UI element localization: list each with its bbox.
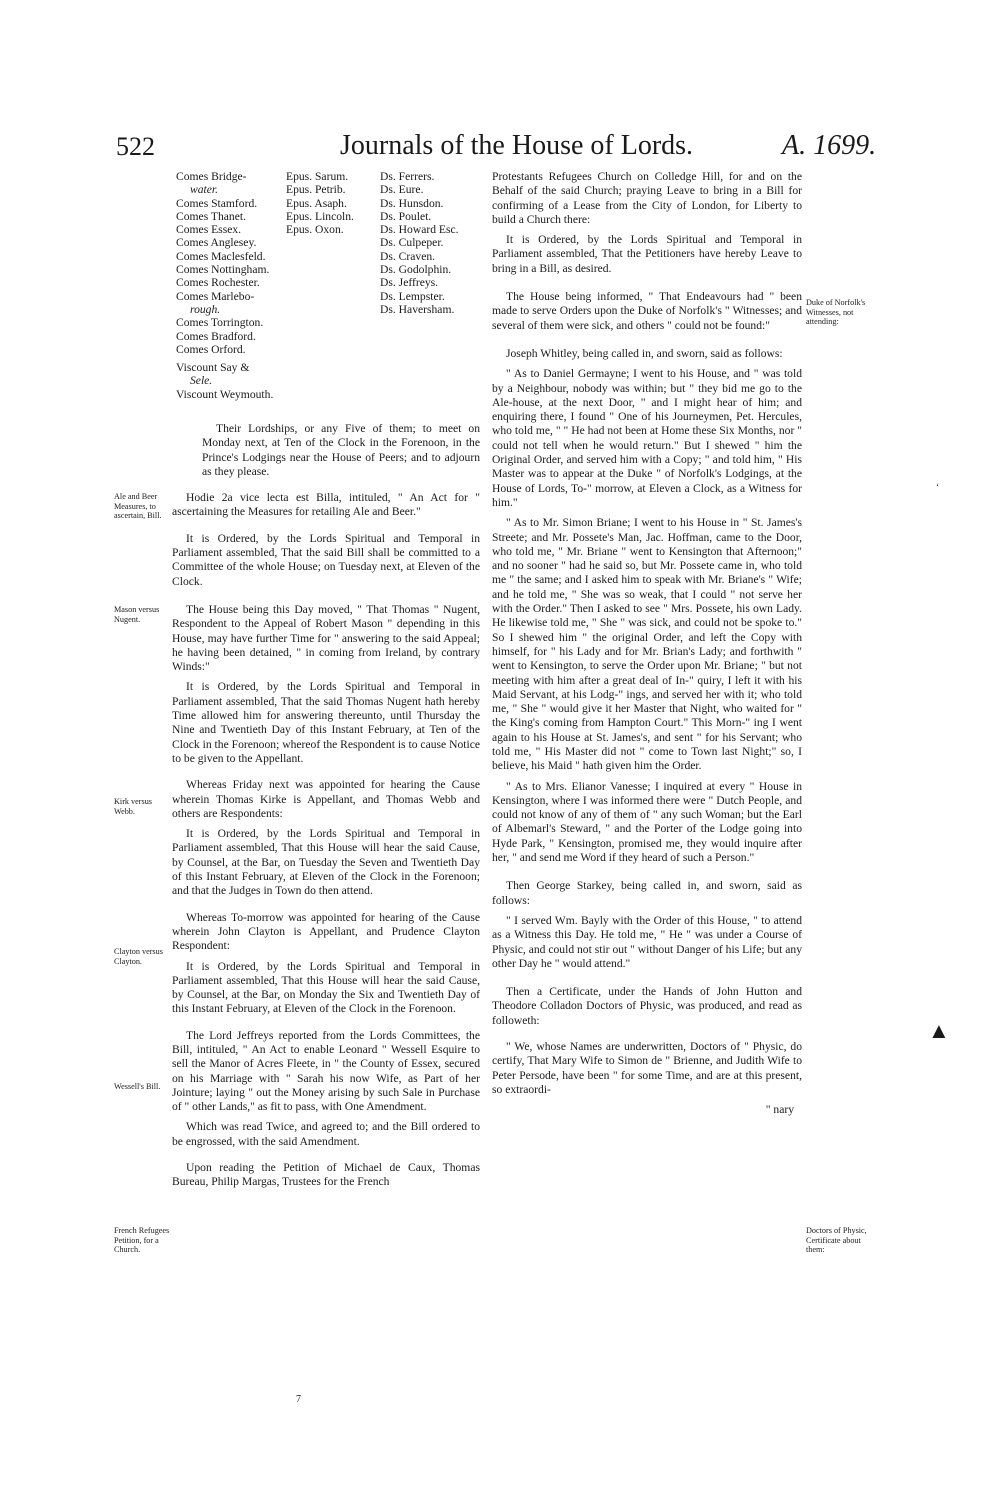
peer-name: Ds. Poulet.: [380, 209, 432, 223]
paragraph: Whereas Friday next was appointed for hearing the Cause wherein Thomas Kirke is Appellant, and Thomas Webb and others are Respondents:: [172, 778, 480, 820]
peer-name: Comes Bradford.: [176, 329, 256, 343]
peer-name: water.: [190, 183, 219, 197]
running-title: Journals of the House of Lords.: [340, 130, 694, 161]
margin-note: Wessell's Bill.: [114, 1082, 161, 1091]
paragraph: " As to Daniel Germayne; I went to his House, and " was told by a Neighbour, nobody was within; but " they bid me go to the Ale-house, at the next Door, " and I might hear of him; and enquiring there, I found " One of his Journeymen, Pet. Hercules, who told me, " " He had not been at Home these Six Months, nor " could not tell when he would return." But I shewed " him the Original Order, and served him with a Copy; " and told him, " His Master was to appear at the Duke " of Norfolk's Lodgings, at the House of Lords, To-" morrow, at Eleven a Clock, as a Witness for him.": [492, 367, 802, 509]
paragraph: Then a Certificate, under the Hands of John Hutton and Theodore Colladon Doctors of Physic, was produced, and read as followeth:: [492, 985, 802, 1027]
peer-name: Ds. Hunsdon.: [380, 196, 444, 210]
paragraph: Then George Starkey, being called in, and sworn, said as follows:: [492, 879, 802, 907]
peer-name: Ds. Howard Esc.: [380, 223, 459, 237]
stray-mark: ‘: [936, 482, 939, 492]
peer-name: Comes Bridge-: [176, 170, 247, 183]
year-heading: A. 1699.: [782, 130, 877, 161]
margin-note: Kirk versus Webb.: [114, 797, 152, 816]
margin-note: French Refugees Petition, for a Church.: [114, 1226, 170, 1254]
peer-name: Ds. Godolphin.: [380, 263, 452, 277]
peer-name: Comes Marlebo-: [176, 289, 255, 303]
paragraph: Upon reading the Petition of Michael de Caux, Thomas Bureau, Philip Margas, Trustees for the French: [172, 1161, 480, 1189]
peer-name: Comes Stamford.: [176, 196, 258, 210]
peer-name: Ds. Eure.: [380, 183, 424, 197]
paragraph: It is Ordered, by the Lords Spiritual and Temporal in Parliament assembled, That this House will hear the said Cause, by Counsel, at the Bar, on Tuesday the Seven and Twentieth Day of this Instant February, at Eleven of the Clock in the Forenoon; and that the Judges in Town do then attend.: [172, 827, 480, 898]
catchword: " nary: [765, 1103, 794, 1117]
paragraph: It is Ordered, by the Lords Spiritual and Temporal in Parliament assembled, That the said Thomas Nugent hath hereby Time allowed him for answering thereunto, until Thursday the Nine and Twentieth Day of this Instant February, at Ten of the Clock in the Forenoon; whereof the Respondent is to cause Notice to be given to the Appellant.: [172, 680, 480, 765]
peers-list: [172, 170, 480, 422]
peers-comites: [176, 170, 273, 401]
peer-name: Ds. Craven.: [380, 249, 436, 263]
paragraph: It is Ordered, by the Lords Spiritual and Temporal in Parliament assembled, That the Petitioners have hereby Leave to bring in a Bill, as desired.: [492, 233, 802, 275]
peer-name: Ds. Jeffreys.: [380, 276, 439, 290]
peer-name: Epus. Sarum.: [286, 170, 349, 183]
margin-note: Duke of Norfolk's Witnesses, not attending:: [806, 298, 866, 326]
margin-note: Doctors of Physic, Certificate about them:: [806, 1226, 867, 1254]
peer-name: Ds. Ferrers.: [380, 170, 435, 183]
peer-name: Comes Rochester.: [176, 276, 260, 290]
peers-domini: [380, 170, 459, 316]
paragraph: The House being this Day moved, " That Thomas " Nugent, Respondent to the Appeal of Robert Mason " depending in this House, may have further Time for " answering to the said Appeal; he having been detained, " in coming from Ireland, by contrary Winds:": [172, 602, 480, 674]
peer-name: Epus. Oxon.: [286, 223, 344, 237]
left-column: [172, 170, 480, 1196]
peer-name: Comes Nottingham.: [176, 263, 270, 277]
peer-name: Comes Maclesfeld.: [176, 249, 266, 263]
paragraph: Which was read Twice, and agreed to; and the Bill ordered to be engrossed, with the said Amendment.: [172, 1120, 480, 1148]
peer-name: Ds. Culpeper.: [380, 236, 444, 250]
right-column: [492, 170, 802, 1118]
stray-blot: ▲: [928, 1018, 950, 1043]
peer-name: Comes Thanet.: [176, 209, 246, 223]
paragraph: Protestants Refugees Church on Colledge Hill, for and on the Behalf of the said Church; praying Leave to bring in a Bill for confirming of a Lease from the City of London, for Liberty to build a Church there:: [492, 170, 802, 226]
paragraph: Hodie 2a vice lecta est Billa, intituled, " An Act for " ascertaining the Measures for retailing Ale and Beer.": [172, 491, 480, 519]
peer-name: Comes Orford.: [176, 342, 246, 356]
peer-name: Viscount Say &: [176, 361, 250, 375]
peer-name: Ds. Lempster.: [380, 289, 445, 303]
paragraph: It is Ordered, by the Lords Spiritual and Temporal in Parliament assembled, That the said Bill shall be committed to a Committee of the whole House; on Tuesday next, at Eleven of the Clock.: [172, 531, 480, 588]
peers-episcopi: [286, 170, 354, 236]
peer-name: Epus. Asaph.: [286, 196, 347, 210]
paragraph: It is Ordered, by the Lords Spiritual and Temporal in Parliament assembled, That this House will hear the said Cause, by Counsel, at the Bar, on Monday the Six and Twentieth Day of this Instant February, at Eleven of the Clock in the Forenoon.: [172, 959, 480, 1016]
paragraph: The House being informed, " That Endeavours had " been made to serve Orders upon the Duke of Norfolk's " Witnesses; and several of them were sick, and others " could not be found:": [492, 290, 802, 332]
paragraph: " I served Wm. Bayly with the Order of this House, " to attend as a Witness this Day. He told me, " He " was under a Course of Physic, and could not stir out " without Danger of his Life; but any other Day he " would attend.": [492, 913, 802, 970]
peer-name: Viscount Weymouth.: [176, 387, 274, 401]
peer-name: Comes Essex.: [176, 223, 242, 237]
peer-name: Ds. Haversham.: [380, 302, 455, 316]
paragraph: The Lord Jeffreys reported from the Lords Committees, the Bill, intituled, " An Act to enable Leonard " Wessell Esquire to sell the Manor of Acres Fleete, in " the County of Essex, secured on his Marriage with " Sarah his now Wife, as Part of her Jointure; laying " out the Money arising by such Sale in Purchase of " other Lands," as fit to pass, with One Amendment.: [172, 1028, 480, 1114]
paragraph: Whereas To-morrow was appointed for hearing of the Cause wherein John Clayton is Appellant, and Prudence Clayton Respondent:: [172, 910, 480, 953]
peer-name: Sele.: [190, 374, 213, 388]
peer-name: Epus. Lincoln.: [286, 209, 354, 223]
peer-name: Epus. Petrib.: [286, 183, 346, 197]
margin-note: Clayton versus Clayton.: [114, 947, 163, 966]
paragraph: " We, whose Names are underwritten, Doctors of " Physic, do certify, That Mary Wife to Simon de " Brienne, and Judith Wife to Peter Persode, have been " for some Time, and are at this present, so extraordi-: [492, 1040, 802, 1096]
margin-note: Mason versus Nugent.: [114, 605, 160, 624]
paragraph: Joseph Whitley, being called in, and sworn, said as follows:: [506, 346, 783, 360]
peer-name: Comes Torrington.: [176, 316, 264, 330]
page-header: [0, 128, 992, 168]
signature-mark: 7: [296, 1394, 301, 1405]
paragraph: " As to Mrs. Elianor Vanesse; I inquired at every " House in Kensington, where I was informed there were " Dutch People, and could not know of any of them of " any such Woman; but the Earl of Albemarl's Steward, " and the Porter of the Lodge going into Hyde Park, " Kensington, promised me, they would inquire after her, " and send me Word if they heard of such a Person.": [492, 779, 802, 865]
peer-name: rough.: [190, 302, 221, 316]
peer-name: Comes Anglesey.: [176, 236, 257, 250]
page-number: 522: [116, 132, 155, 161]
paragraph: " As to Mr. Simon Briane; I went to his House in " St. James's Streete; and Mr. Possete's Man, Jac. Hoffman, came to the Door, who told me, " Mr. Briane " went to Kensington that Afternoon;" and no sooner " had he said so, but Mr. Possete came in, who told me " the same; and I asked him to speak with Mr. Briane's " Wife; and he told me, " She was so weak, that I could " not serve her with the Order." Then I asked to see " Mrs. Possete, his own Lady. He likewise told me, " She " was sick, and could not be spoke to." So I shewed him " the original Order, and left the Copy with himself, for " his Lady and for Mr. Brian's Lady; and forthwith " went to Kensington, to serve the Order upon Mr. Briane; " but not meeting with him after a great deal of In-" quiry, I left it with his Maid Servant, at his Lodg-" ings, and served her with it; who told me, " She " would give it her Master that Night, who waited for " the King's coming from Hampton Court." This Morn-" ing I went again to his House at St. James's, and sent " for his Servant; who told me, " His Master did not " come to Town last Night;" so, I believe, his Maid " hath given him the Order.: [492, 516, 802, 773]
paragraph: Their Lordships, or any Five of them; to meet on Monday next, at Ten of the Clock in the Forenoon, in the Prince's Lodgings near the House of Peers; and to adjourn as they please.: [202, 422, 480, 478]
margin-note: Ale and Beer Measures, to ascertain, Bill.: [114, 492, 162, 520]
